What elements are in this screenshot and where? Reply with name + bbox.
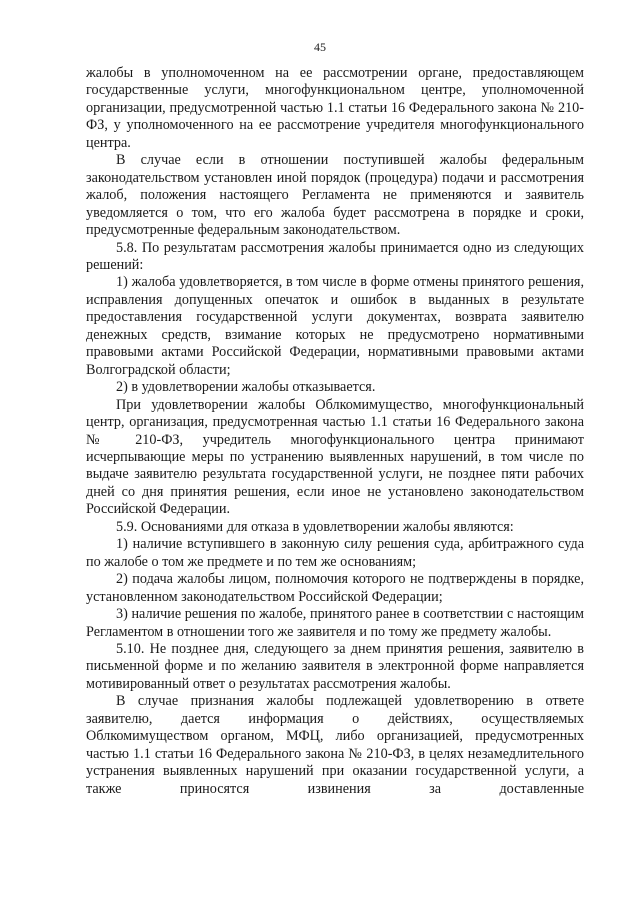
paragraph-satisfaction-response: В случае признания жалобы подлежащей удовлетворению в ответе заявителю, дается информация о действиях, осуществляемых Облкомимуществом органом, МФЦ, либо организацией, предусмотренных частью 1.1 статьи 16 Федерального закона № 210-ФЗ, в целях незамедлительного устранения выявленных нарушений при оказании государственной услуги, а также приносятся извинения за доставленные — [86, 693, 584, 797]
paragraph-satisfaction-measures: При удовлетворении жалобы Облкомимущество, многофункциональный центр, организация, предусмотренная частью 1.1 статьи 16 Федерального закона № 210-ФЗ, учредитель многофункционального центра принимают исчерпывающие меры по устранению выявленных нарушений, в том числе по выдаче заявителю результата государственной услуги, не позднее пяти рабочих дней со дня принятия решения, если иное не установлено законодательством Российской Федерации. — [86, 396, 584, 518]
paragraph-section-5-10: 5.10. Не позднее дня, следующего за днем принятия решения, заявителю в письменной форме и по желанию заявителя в электронной форме направляется мотивированный ответ о результатах рассмотрения жалобы. — [86, 640, 584, 692]
paragraph-section-5-8: 5.8. По результатам рассмотрения жалобы принимается одно из следующих решений: — [86, 239, 584, 273]
paragraph-refusal-ground-1: 1) наличие вступившего в законную силу решения суда, арбитражного суда по жалобе о том же предмете и по тем же основаниям; — [86, 536, 584, 570]
paragraph-decision-2: 2) в удовлетворении жалобы отказывается. — [116, 379, 376, 396]
paragraph-complaint-location: жалобы в уполномоченном на ее рассмотрении органе, предоставляющем государственные услуги, многофункциональном центре, уполномоченной организации, предусмотренной частью 1.1 статьи 16 Федерального закона № 210-ФЗ, у уполномоченного на ее рассмотрение учредителя многофункционального центра. — [86, 65, 584, 151]
paragraph-decision-1: 1) жалоба удовлетворяется, в том числе в форме отмены принятого решения, исправления допущенных опечаток и ошибок в выданных в результате предоставления государственной услуги документах, возврата заявителю денежных средств, взимание которых не предусмотрено нормативными правовыми актами Российской Федерации, нормативными правовыми актами Волгоградской области; — [86, 274, 584, 378]
paragraph-federal-procedure: В случае если в отношении поступившей жалобы федеральным законодательством установлен иной порядок (процедура) подачи и рассмотрения жалоб, положения настоящего Регламента не применяются и заявитель уведомляется о том, что его жалоба будет рассмотрена в порядке и сроки, предусмотренные федеральным законодательством. — [86, 152, 584, 239]
paragraph-section-5-9: 5.9. Основаниями для отказа в удовлетворении жалобы являются: — [116, 518, 514, 535]
document-body — [86, 65, 584, 798]
paragraph-refusal-ground-3: 3) наличие решения по жалобе, принятого ранее в соответствии с настоящим Регламентом в отношении того же заявителя и по тому же предмету жалобы. — [86, 606, 584, 640]
paragraph-refusal-ground-2: 2) подача жалобы лицом, полномочия которого не подтверждены в порядке, установленном законодательством Российской Федерации; — [86, 571, 584, 605]
page-number: 45 — [314, 40, 326, 54]
